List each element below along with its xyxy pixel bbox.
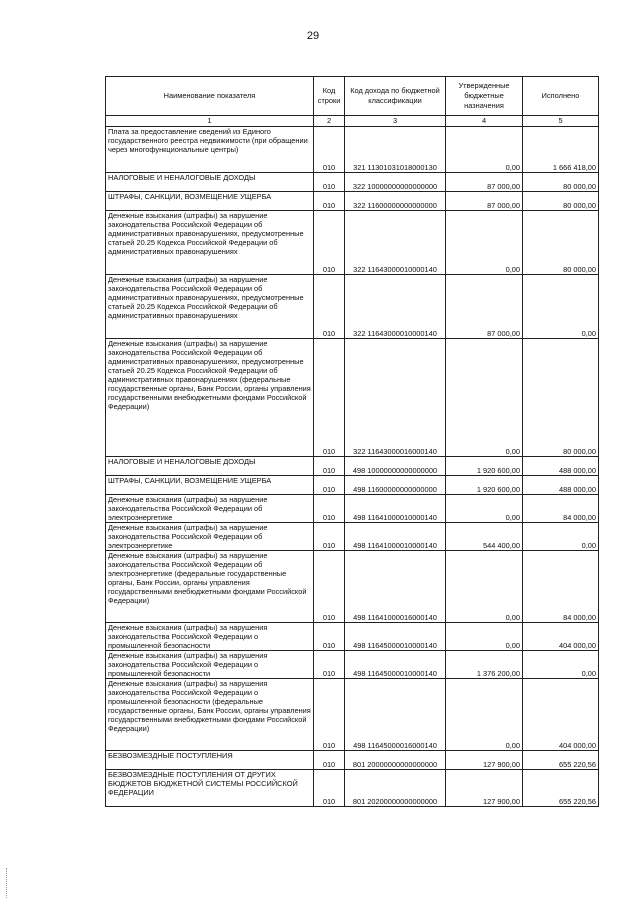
row-name: ШТРАФЫ, САНКЦИИ, ВОЗМЕЩЕНИЕ УЩЕРБА xyxy=(106,476,314,495)
row-income-code: 801 20000000000000000 xyxy=(345,751,446,770)
column-number-row xyxy=(106,116,599,127)
row-approved: 127 900,00 xyxy=(446,751,523,770)
row-executed: 0,00 xyxy=(523,651,599,679)
table-row xyxy=(106,457,599,476)
row-approved: 87 000,00 xyxy=(446,275,523,339)
row-approved: 0,00 xyxy=(446,127,523,173)
row-name: НАЛОГОВЫЕ И НЕНАЛОГОВЫЕ ДОХОДЫ xyxy=(106,173,314,192)
row-name: ШТРАФЫ, САНКЦИИ, ВОЗМЕЩЕНИЕ УЩЕРБА xyxy=(106,192,314,211)
table-row xyxy=(106,623,599,651)
page-number: 29 xyxy=(306,30,320,42)
row-line-code: 010 xyxy=(314,523,345,551)
table-row xyxy=(106,551,599,623)
row-approved: 0,00 xyxy=(446,495,523,523)
row-executed: 84 000,00 xyxy=(523,495,599,523)
row-line-code: 010 xyxy=(314,339,345,457)
row-approved: 0,00 xyxy=(446,339,523,457)
col-number: 1 xyxy=(106,116,314,127)
row-approved: 87 000,00 xyxy=(446,173,523,192)
table-row xyxy=(106,523,599,551)
row-executed: 404 000,00 xyxy=(523,623,599,651)
row-income-code: 498 11641000010000140 xyxy=(345,495,446,523)
row-approved: 0,00 xyxy=(446,211,523,275)
row-approved: 544 400,00 xyxy=(446,523,523,551)
row-approved: 0,00 xyxy=(446,623,523,651)
row-name: БЕЗВОЗМЕЗДНЫЕ ПОСТУПЛЕНИЯ ОТ ДРУГИХ БЮДЖЕТОВ БЮДЖЕТНОЙ СИСТЕМЫ РОССИЙСКОЙ ФЕДЕРАЦИИ xyxy=(106,770,314,807)
table-row xyxy=(106,192,599,211)
row-income-code: 498 11641000010000140 xyxy=(345,523,446,551)
header-row xyxy=(106,77,599,116)
row-income-code: 322 10000000000000000 xyxy=(345,173,446,192)
row-name: Денежные взыскания (штрафы) за нарушение законодательства Российской Федерации об административных правонарушениях, предусмотренные статьей 20.25 Кодекса Российской Федерации об административных правонарушениях xyxy=(106,211,314,275)
budget-execution-table xyxy=(105,76,599,807)
col-number: 4 xyxy=(446,116,523,127)
row-line-code: 010 xyxy=(314,173,345,192)
row-approved: 1 920 600,00 xyxy=(446,476,523,495)
row-executed: 488 000,00 xyxy=(523,457,599,476)
row-income-code: 322 11600000000000000 xyxy=(345,192,446,211)
row-name: Денежные взыскания (штрафы) за нарушение законодательства Российской Федерации об административных правонарушениях, предусмотренные статьей 20.25 Кодекса Российской Федерации об административных правонарушениях xyxy=(106,275,314,339)
row-line-code: 010 xyxy=(314,623,345,651)
col-number: 2 xyxy=(314,116,345,127)
table-row xyxy=(106,211,599,275)
row-income-code: 322 11643000010000140 xyxy=(345,275,446,339)
row-line-code: 010 xyxy=(314,275,345,339)
row-approved: 1 376 200,00 xyxy=(446,651,523,679)
row-executed: 1 666 418,00 xyxy=(523,127,599,173)
row-approved: 87 000,00 xyxy=(446,192,523,211)
col-header-approved: Утвержденные бюджетные назначения xyxy=(446,77,523,116)
row-approved: 0,00 xyxy=(446,679,523,751)
row-income-code: 322 11643000016000140 xyxy=(345,339,446,457)
row-line-code: 010 xyxy=(314,679,345,751)
row-name: Денежные взыскания (штрафы) за нарушение законодательства Российской Федерации об электроэнергетике xyxy=(106,523,314,551)
row-line-code: 010 xyxy=(314,551,345,623)
row-name: Денежные взыскания (штрафы) за нарушение законодательства Российской Федерации об электроэнергетике xyxy=(106,495,314,523)
row-line-code: 010 xyxy=(314,770,345,807)
table-row xyxy=(106,476,599,495)
row-income-code: 801 20200000000000000 xyxy=(345,770,446,807)
row-executed: 655 220,56 xyxy=(523,751,599,770)
table-row xyxy=(106,127,599,173)
row-line-code: 010 xyxy=(314,495,345,523)
row-income-code: 498 11645000010000140 xyxy=(345,651,446,679)
table-row xyxy=(106,679,599,751)
row-name: Денежные взыскания (штрафы) за нарушения законодательства Российской Федерации о промышленной безопасности (федеральные государственные органы, Банк России, органы управления государственными внебюджетными фондами Российской Федерации) xyxy=(106,679,314,751)
table-row xyxy=(106,339,599,457)
row-approved: 1 920 600,00 xyxy=(446,457,523,476)
table-row xyxy=(106,751,599,770)
table-row xyxy=(106,651,599,679)
row-income-code: 321 11301031018000130 xyxy=(345,127,446,173)
table-row xyxy=(106,495,599,523)
row-line-code: 010 xyxy=(314,476,345,495)
row-executed: 80 000,00 xyxy=(523,211,599,275)
row-income-code: 498 11645000010000140 xyxy=(345,623,446,651)
row-income-code: 498 11645000016000140 xyxy=(345,679,446,751)
row-line-code: 010 xyxy=(314,192,345,211)
row-executed: 0,00 xyxy=(523,523,599,551)
row-line-code: 010 xyxy=(314,211,345,275)
row-executed: 84 000,00 xyxy=(523,551,599,623)
row-income-code: 322 11643000010000140 xyxy=(345,211,446,275)
row-name: НАЛОГОВЫЕ И НЕНАЛОГОВЫЕ ДОХОДЫ xyxy=(106,457,314,476)
col-header-income-code: Код дохода по бюджетной классификации xyxy=(345,77,446,116)
row-executed: 0,00 xyxy=(523,275,599,339)
row-executed: 80 000,00 xyxy=(523,173,599,192)
row-name: Денежные взыскания (штрафы) за нарушения законодательства Российской Федерации о промышленной безопасности xyxy=(106,651,314,679)
table-row xyxy=(106,173,599,192)
row-approved: 127 900,00 xyxy=(446,770,523,807)
col-number: 5 xyxy=(523,116,599,127)
row-name: Плата за предоставление сведений из Единого государственного реестра недвижимости (при обращении через многофункциональные центры) xyxy=(106,127,314,173)
col-header-line-code: Код строки xyxy=(314,77,345,116)
row-income-code: 498 11641000016000140 xyxy=(345,551,446,623)
row-name: БЕЗВОЗМЕЗДНЫЕ ПОСТУПЛЕНИЯ xyxy=(106,751,314,770)
row-income-code: 498 11600000000000000 xyxy=(345,476,446,495)
col-header-name: Наименование показателя xyxy=(106,77,314,116)
binding-marks xyxy=(6,868,9,898)
row-line-code: 010 xyxy=(314,751,345,770)
row-name: Денежные взыскания (штрафы) за нарушение законодательства Российской Федерации об электроэнергетике (федеральные государственные органы, Банк России, органы управления государственными внебюджетными фондами Российской Федерации) xyxy=(106,551,314,623)
row-approved: 0,00 xyxy=(446,551,523,623)
row-name: Денежные взыскания (штрафы) за нарушение законодательства Российской Федерации об административных правонарушениях, предусмотренные статьей 20.25 Кодекса Российской Федерации об административных правонарушениях (федеральные государственные органы, Банк России, органы управления государственными внебюджетными фондами Российской Федерации) xyxy=(106,339,314,457)
row-executed: 404 000,00 xyxy=(523,679,599,751)
row-executed: 488 000,00 xyxy=(523,476,599,495)
row-executed: 655 220,56 xyxy=(523,770,599,807)
row-name: Денежные взыскания (штрафы) за нарушения законодательства Российской Федерации о промышленной безопасности xyxy=(106,623,314,651)
row-income-code: 498 10000000000000000 xyxy=(345,457,446,476)
row-line-code: 010 xyxy=(314,651,345,679)
row-executed: 80 000,00 xyxy=(523,192,599,211)
table-row xyxy=(106,770,599,807)
col-header-executed: Исполнено xyxy=(523,77,599,116)
row-line-code: 010 xyxy=(314,457,345,476)
table-row xyxy=(106,275,599,339)
row-executed: 80 000,00 xyxy=(523,339,599,457)
row-line-code: 010 xyxy=(314,127,345,173)
col-number: 3 xyxy=(345,116,446,127)
